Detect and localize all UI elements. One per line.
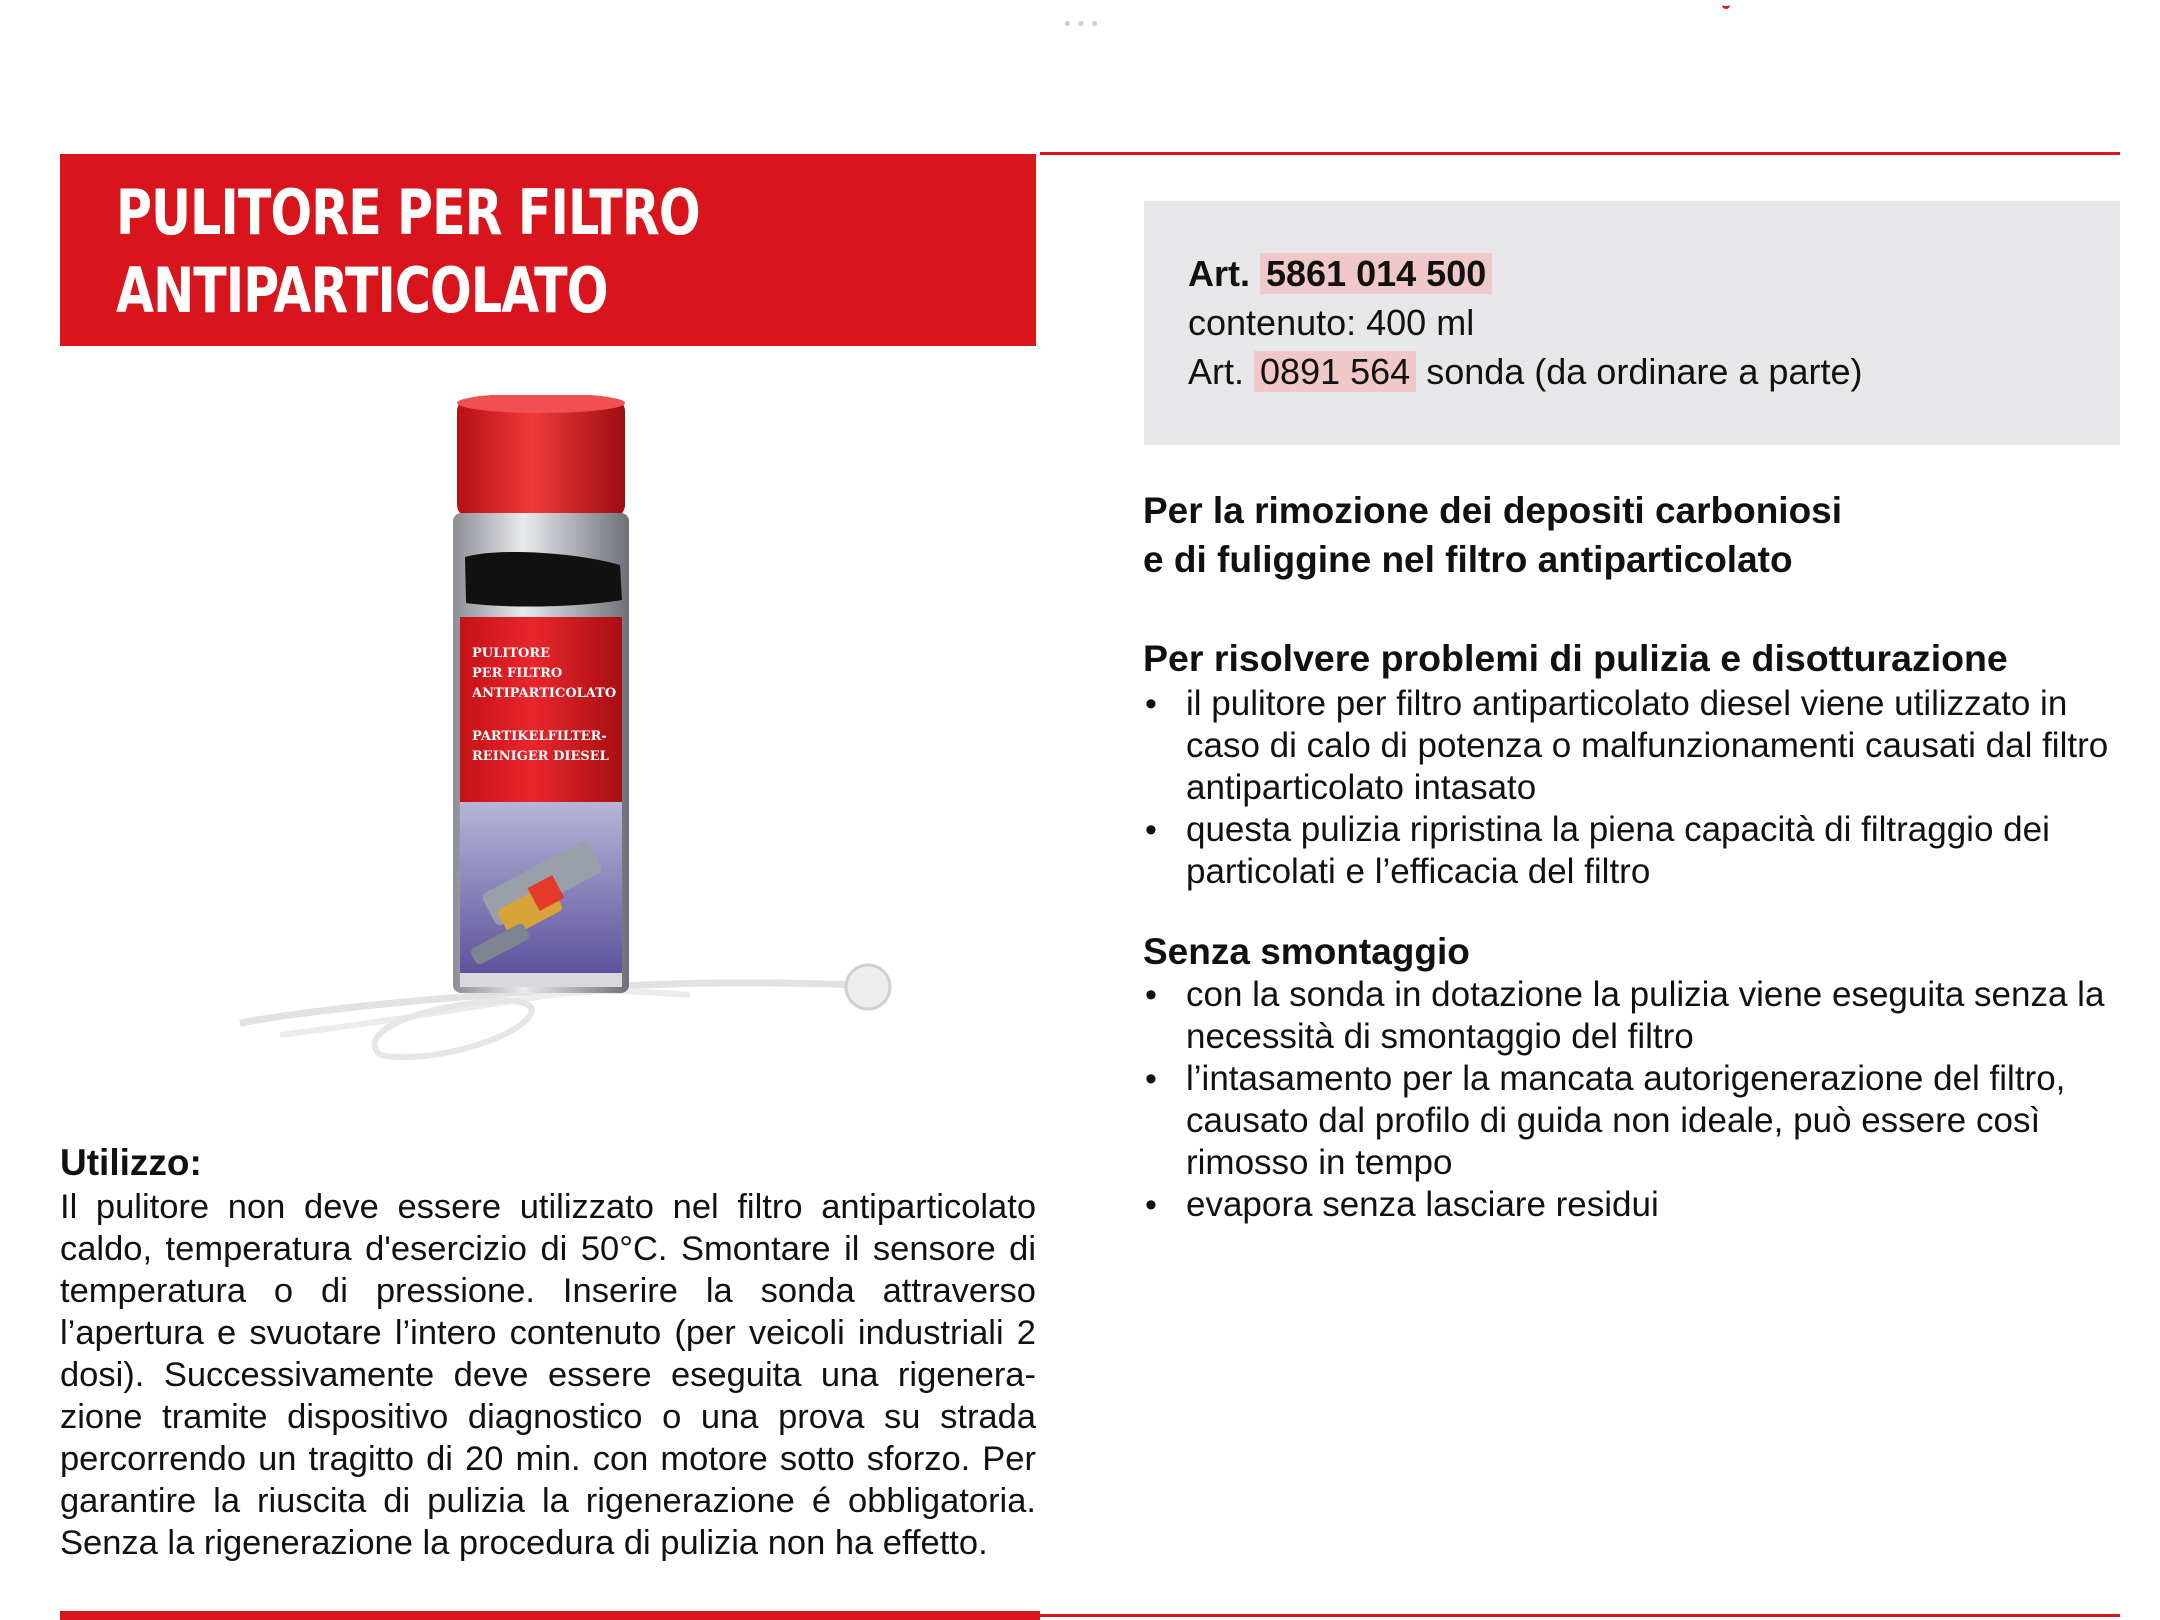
product-label-text: PARTIKELFILTER- xyxy=(472,729,607,744)
article-number: 5861 014 500 xyxy=(1260,253,1492,294)
product-label-text: PULITORE xyxy=(472,646,551,661)
section-heading: Senza smontaggio xyxy=(1143,931,1470,972)
usage-text: Il pulitore non deve essere utilizzato nel filtro antiparticolato caldo, temperatura d'esercizio di 50°C. Smontare il sensore di temperatura o di pressione. Inserire la sonda attraverso l’apertura e svuotare l’intero contenuto (per veicoli industriali 2 dosi). Successivamente deve essere eseguita una rigenera-zione tramite dispositivo diagnostico o una prova su strada percorrendo un tragitto di 20 min. con motore sotto sforzo. Per garantire la riuscita di pulizia la rigenerazione é obbligatoria. Senza la rigenerazione la procedura di pulizia non ha effetto. xyxy=(60,1188,1036,1562)
product-label-text: REINIGER DIESEL xyxy=(472,749,609,764)
product-label-text: PER FILTRO xyxy=(472,666,563,681)
list-item: • con la sonda in dotazione la pulizia viene eseguita senza la necessità di smontaggio del filtro xyxy=(1143,974,2123,1058)
section-heading: Per risolvere problemi di pulizia e disotturazione xyxy=(1143,637,2008,679)
usage-heading: Utilizzo: xyxy=(60,1142,202,1183)
title-line-2: ANTIPARTICOLATO xyxy=(116,254,608,327)
bottom-rule-thick xyxy=(60,1611,1040,1620)
top-rule xyxy=(1040,152,2120,155)
corner-mark xyxy=(1722,0,1730,9)
probe-article-number: 0891 564 xyxy=(1254,351,1416,392)
lead-line-1: Per la rimozione dei depositi carboniosi xyxy=(1143,490,1843,531)
section-no-disassembly xyxy=(1143,930,2123,1226)
list-item: • il pulitore per filtro antiparticolato diesel viene utilizzato in caso di calo di potenza o malfunzionamenti causati dal filtro antiparticolato intasato xyxy=(1143,683,2123,809)
section-cleaning xyxy=(1143,634,2123,893)
title-banner xyxy=(60,154,1036,346)
bullet-list xyxy=(1143,974,2123,1226)
product-label-text: ANTIPARTICOLATO xyxy=(472,686,617,701)
title-line-1: PULITORE PER FILTRO xyxy=(116,176,700,249)
probe-description: sonda (da ordinare a parte) xyxy=(1416,351,1863,392)
bullet-list xyxy=(1143,683,2123,893)
content-line: contenuto: 400 ml xyxy=(1188,302,1475,343)
usage-section xyxy=(60,1140,1036,1564)
article-line xyxy=(1188,249,2120,298)
product-image xyxy=(220,395,920,1095)
probe-line xyxy=(1188,347,2120,396)
lead-heading xyxy=(1143,486,2123,584)
bottom-rule xyxy=(1040,1614,2120,1617)
article-info-box xyxy=(1144,201,2120,445)
list-item: • evapora senza lasciare residui xyxy=(1143,1184,2123,1226)
probe-article-label: Art. xyxy=(1188,351,1245,392)
lead-line-2: e di fuliggine nel filtro antiparticolato xyxy=(1143,539,1793,580)
page-dots: ••• xyxy=(1062,14,1103,35)
list-item: • questa pulizia ripristina la piena capacità di filtraggio dei particolati e l’efficacia del filtro xyxy=(1143,809,2123,893)
article-label: Art. xyxy=(1188,253,1250,294)
page-title xyxy=(116,174,926,330)
list-item: • l’intasamento per la mancata autorigenerazione del filtro, causato dal profilo di guida non ideale, può essere così rimosso in tempo xyxy=(1143,1058,2123,1184)
